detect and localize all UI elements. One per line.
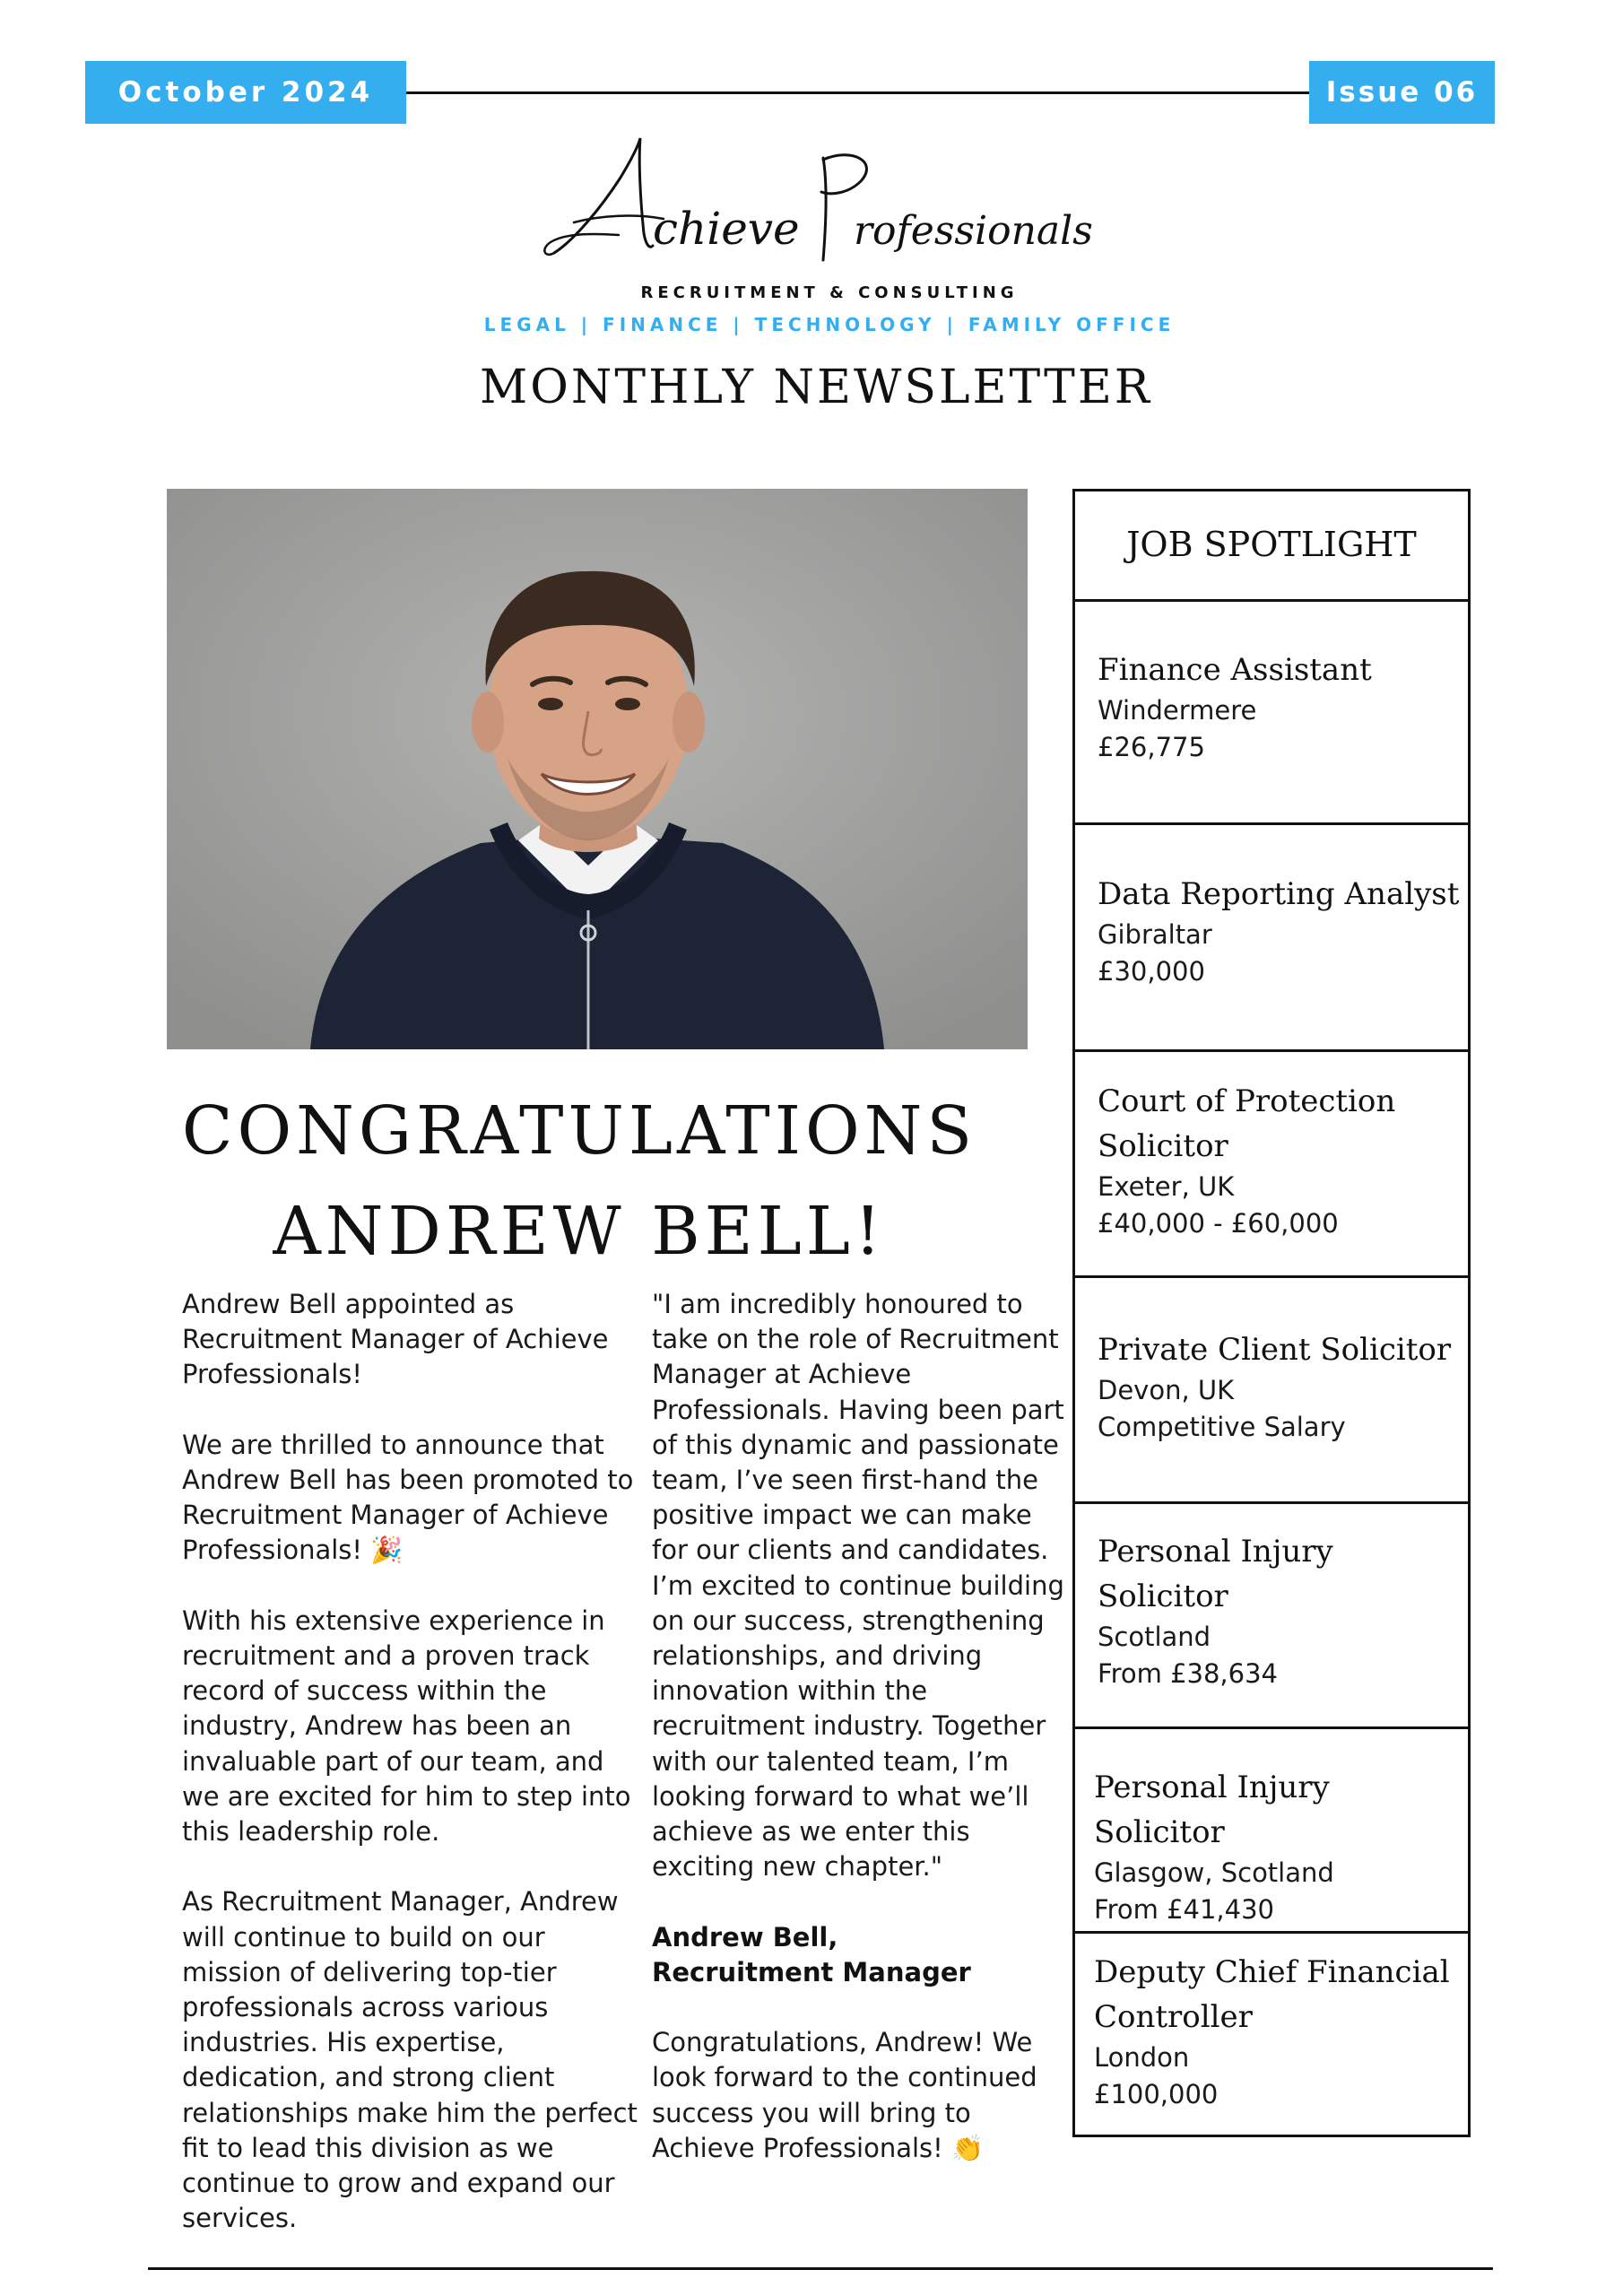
job-salary: From £41,430 <box>1094 1894 1274 1925</box>
signature-name: Andrew Bell, <box>652 1921 838 1952</box>
job-location: Scotland <box>1098 1622 1211 1652</box>
portrait-photo <box>167 489 1028 1049</box>
brand-sectors: LEGAL | FINANCE | TECHNOLOGY | FAMILY OFFICE <box>483 314 1176 335</box>
job-title: Personal Injury Solicitor <box>1094 1770 1330 1850</box>
headline-line-2: ANDREW BELL! <box>273 1193 886 1270</box>
footer-divider <box>148 2267 1493 2270</box>
job-spotlight-title: JOB SPOTLIGHT <box>1126 524 1417 564</box>
spotlight-divider <box>1072 822 1471 825</box>
article-paragraph: As Recruitment Manager, Andrew will continue to build on our mission of delivering top-tier professionals across various industries. His expertise, dedication, and strong client relationships make him the perfect fit to lead this division as we continue to grow and expand our services. <box>182 1886 638 2234</box>
spotlight-divider <box>1072 1501 1471 1504</box>
article-paragraph: With his extensive experience in recruitment and a proven track record of success within the industry, Andrew has been an invaluable part of our team, and we are excited for him to step into this leadership role. <box>182 1605 631 1848</box>
job-salary: From £38,634 <box>1098 1658 1278 1689</box>
svg-text:chieve: chieve <box>653 203 800 255</box>
job-card[interactable] <box>1098 1079 1465 1242</box>
job-salary: £30,000 <box>1098 956 1205 987</box>
issue-badge: Issue 06 <box>1309 61 1495 124</box>
job-card[interactable] <box>1098 872 1465 990</box>
job-title: Court of Protection Solicitor <box>1098 1083 1396 1164</box>
job-salary: £100,000 <box>1094 2079 1219 2109</box>
header-divider <box>406 91 1309 94</box>
article-paragraph: We are thrilled to announce that Andrew Bell has been promoted to Recruitment Manager of Achieve Professionals! 🎉 <box>182 1429 634 1566</box>
signature <box>652 1920 1073 1990</box>
job-title: Private Client Solicitor <box>1098 1332 1452 1368</box>
quote-paragraph: "I am incredibly honoured to take on the role of Recruitment Manager at Achieve Professionals. Having been part of this dynamic and passionate team, I’ve seen first-hand the positive impact we can make for our clients and candidates. I’m excited to continue building on our success, strengthening relationships, and driving innovation within the recruitment industry. Together with our talented team, I’m looking forward to what we’ll achieve as we enter this exciting new chapter." <box>652 1289 1064 1883</box>
job-title: Deputy Chief Financial Controller <box>1094 1954 1450 2035</box>
portrait-illustration <box>167 489 1028 1049</box>
job-card[interactable] <box>1098 648 1465 766</box>
job-card[interactable] <box>1094 1765 1462 1928</box>
job-title: Finance Assistant <box>1098 652 1372 688</box>
spotlight-divider <box>1072 1049 1471 1052</box>
headline-line-1: CONGRATULATIONS <box>181 1092 977 1170</box>
article-headline <box>167 1081 992 1282</box>
job-card[interactable] <box>1098 1529 1465 1692</box>
job-title: Personal Injury Solicitor <box>1098 1534 1333 1614</box>
closing-paragraph: Congratulations, Andrew! We look forward to the continued success you will bring to Achieve Professionals! 👏 <box>652 2027 1037 2163</box>
spotlight-divider <box>1072 1931 1471 1934</box>
article-paragraph: Andrew Bell appointed as Recruitment Manager of Achieve Professionals! <box>182 1289 609 1390</box>
spotlight-divider <box>1072 599 1471 602</box>
signature-role: Recruitment Manager <box>652 1956 971 1987</box>
job-title: Data Reporting Analyst <box>1098 876 1460 912</box>
article-left-column <box>182 1287 639 2272</box>
job-location: Exeter, UK <box>1098 1171 1235 1202</box>
article-right-column <box>652 1287 1073 2201</box>
spotlight-divider <box>1072 1275 1471 1278</box>
achieve-professionals-logo <box>538 126 1094 269</box>
job-location: Glasgow, Scotland <box>1094 1857 1334 1888</box>
spotlight-divider <box>1072 1726 1471 1729</box>
newsletter-title: MONTHLY NEWSLETTER <box>480 361 1152 414</box>
job-location: Devon, UK <box>1098 1375 1235 1405</box>
job-card[interactable] <box>1094 1950 1462 2113</box>
job-salary: £26,775 <box>1098 732 1205 762</box>
job-location: Windermere <box>1098 695 1257 726</box>
job-salary: £40,000 - £60,000 <box>1098 1208 1339 1239</box>
job-location: London <box>1094 2042 1190 2073</box>
job-location: Gibraltar <box>1098 919 1212 950</box>
job-card[interactable] <box>1098 1327 1465 1446</box>
brand-tagline: RECRUITMENT & CONSULTING <box>640 283 1019 302</box>
job-salary: Competitive Salary <box>1098 1412 1346 1442</box>
date-badge: October 2024 <box>85 61 406 124</box>
svg-text:rofessionals: rofessionals <box>854 208 1093 254</box>
